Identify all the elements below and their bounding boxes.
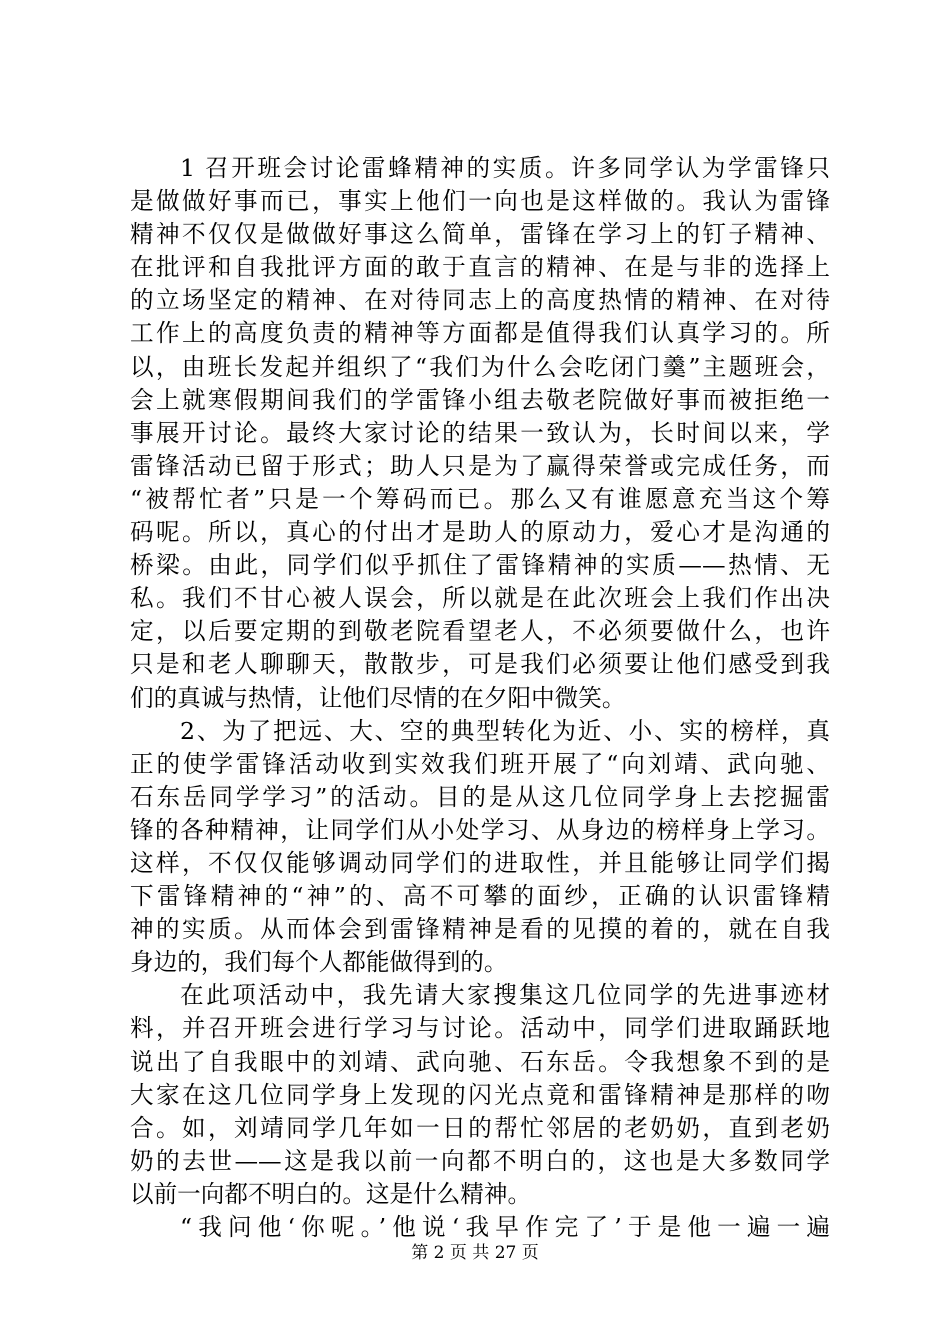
text-line: 会上就寒假期间我们的学雷锋小组去敬老院做好事而被拒绝一 [130,385,830,414]
text-line: 的立场坚定的精神、在对待同志上的高度热情的精神、在对待 [130,286,830,315]
text-line: 身边的，我们每个人都能做得到的。 [130,948,508,977]
text-line: 定，以后要定期的到敬老院看望老人，不必须要做什么，也许 [130,617,830,646]
text-line: 事展开讨论。最终大家讨论的结果一致认为，长时间以来，学 [130,418,830,447]
text-line: 在此项活动中，我先请大家搜集这几位同学的先进事迹材 [180,981,830,1010]
text-line: 大家在这几位同学身上发现的闪光点竟和雷锋精神是那样的吻 [130,1080,830,1109]
text-line: 工作上的高度负责的精神等方面都是值得我们认真学习的。所 [130,319,830,348]
text-line: 精神不仅仅是做做好事这么简单，雷锋在学习上的钉子精神、 [130,220,830,249]
text-line: 2、为了把远、大、空的典型转化为近、小、实的榜样，真 [180,716,830,745]
text-line: 神的实质。从而体会到雷锋精神是看的见摸的着的，就在自我 [130,915,830,944]
text-line: 以，由班长发起并组织了“我们为什么会吃闭门羹”主题班会， [130,352,830,381]
text-line: 石东岳同学学习”的活动。目的是从这几位同学身上去挖掘雷 [130,782,830,811]
text-line: 说出了自我眼中的刘靖、武向驰、石东岳。令我想象不到的是 [130,1047,830,1076]
text-line: 锋的各种精神，让同学们从小处学习、从身边的榜样身上学习。 [130,815,830,844]
text-line: 们的真诚与热情，让他们尽情的在夕阳中微笑。 [130,683,626,712]
text-line: 只是和老人聊聊天，散散步，可是我们必须要让他们感受到我 [130,650,830,679]
text-line: 以前一向都不明白的。这是什么精神。 [130,1179,532,1208]
text-line: 正的使学雷锋活动收到实效我们班开展了“向刘靖、武向驰、 [130,749,830,778]
text-line: 这样，不仅仅能够调动同学们的进取性，并且能够让同学们揭 [130,848,830,877]
text-line: 下雷锋精神的“神”的、高不可攀的面纱，正确的认识雷锋精 [130,882,830,911]
text-line: “我问他‘你呢。’他说‘我早作完了’于是他一遍一遍 [180,1213,830,1241]
text-line: 是做做好事而已，事实上他们一向也是这样做的。我认为雷锋 [130,187,830,216]
text-line: 私。我们不甘心被人误会，所以就是在此次班会上我们作出决 [130,584,830,613]
text-line: 料，并召开班会进行学习与讨论。活动中，同学们进取踊跃地 [130,1014,830,1043]
text-line: 桥梁。由此，同学们似乎抓住了雷锋精神的实质——热情、无 [130,551,830,580]
text-line: 1 召开班会讨论雷蜂精神的实质。许多同学认为学雷锋只 [180,154,830,182]
text-line: 奶的去世——这是我以前一向都不明白的，这也是大多数同学 [130,1146,830,1175]
document-body [130,152,830,1244]
text-line: 在批评和自我批评方面的敢于直言的精神、在是与非的选择上 [130,253,830,282]
text-line: 雷锋活动已留于形式；助人只是为了赢得荣誉或完成任务，而 [130,451,830,480]
page-number-footer: 第 2 页 共 27 页 [411,1243,539,1263]
text-line: 合。如，刘靖同学几年如一日的帮忙邻居的老奶奶，直到老奶 [130,1113,830,1142]
text-line: 码呢。所以，真心的付出才是助人的原动力，爱心才是沟通的 [130,518,830,547]
text-line: “被帮忙者”只是一个筹码而已。那么又有谁愿意充当这个筹 [130,484,830,513]
